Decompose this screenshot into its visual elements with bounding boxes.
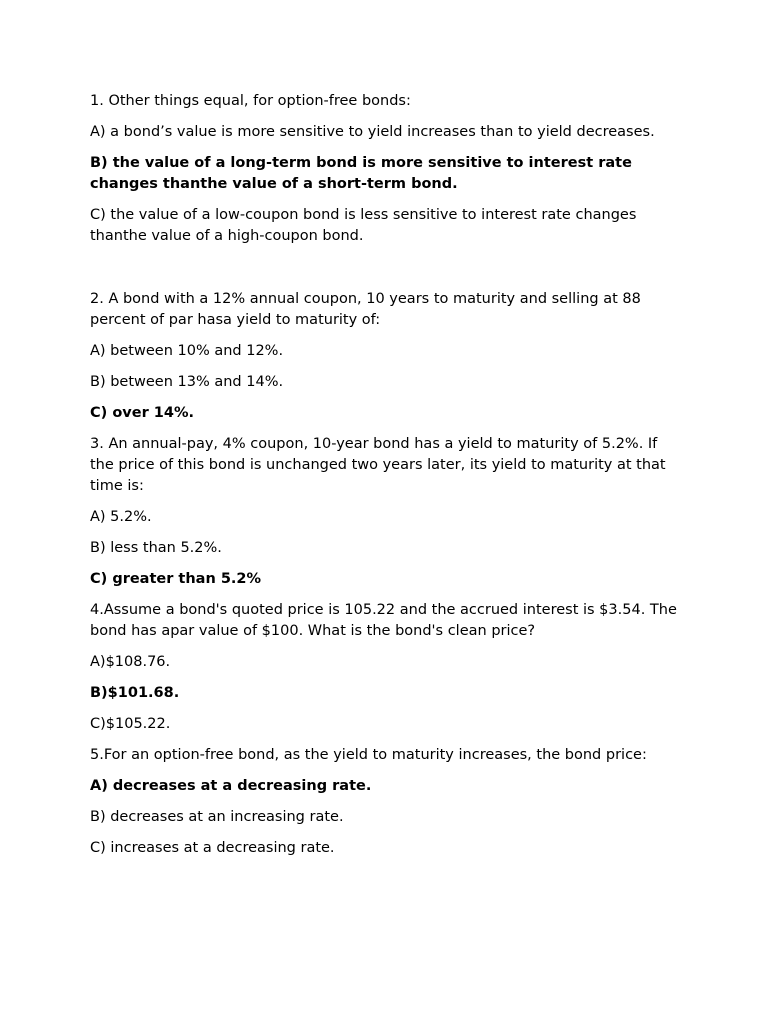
question-5-option-c: C) increases at a decreasing rate. bbox=[90, 840, 335, 856]
question-4-option-a: A)$108.76. bbox=[90, 654, 171, 670]
question-1-option-c: C) the value of a low-coupon bond is less sensitive to interest rate changes thanthe value of a high-coupon bond. bbox=[90, 207, 637, 244]
question-1-option-b-answer: B) the value of a long-term bond is more sensitive to interest rate changes thanthe value of a short-term bond. bbox=[90, 155, 632, 192]
question-5-option-a-answer: A) decreases at a decreasing rate. bbox=[90, 778, 372, 794]
question-3-stem: 3. An annual-pay, 4% coupon, 10-year bond has a yield to maturity of 5.2%. If the price of this bond is unchanged two years later, its yield to maturity at that time is: bbox=[90, 436, 666, 494]
question-5-stem: 5.For an option-free bond, as the yield to maturity increases, the bond price: bbox=[90, 747, 647, 763]
question-3-option-a: A) 5.2%. bbox=[90, 509, 152, 525]
question-4-option-c: C)$105.22. bbox=[90, 716, 171, 732]
question-2-option-b: B) between 13% and 14%. bbox=[90, 374, 284, 390]
question-2-option-a: A) between 10% and 12%. bbox=[90, 343, 284, 359]
document-page bbox=[90, 91, 680, 869]
question-4-option-b-answer: B)$101.68. bbox=[90, 685, 180, 701]
question-3-option-c-answer: C) greater than 5.2% bbox=[90, 571, 262, 587]
question-3-option-b: B) less than 5.2%. bbox=[90, 540, 222, 556]
question-5-option-b: B) decreases at an increasing rate. bbox=[90, 809, 344, 825]
question-4-stem: 4.Assume a bond's quoted price is 105.22 and the accrued interest is $3.54. The bond has apar value of $100. What is the bond's clean price? bbox=[90, 602, 677, 639]
question-2-stem: 2. A bond with a 12% annual coupon, 10 years to maturity and selling at 88 percent of par hasa yield to maturity of: bbox=[90, 291, 641, 328]
question-2-option-c-answer: C) over 14%. bbox=[90, 405, 194, 421]
paragraph-spacer bbox=[90, 257, 680, 289]
question-1-option-a: A) a bond’s value is more sensitive to yield increases than to yield decreases. bbox=[90, 124, 655, 140]
question-1-stem: 1. Other things equal, for option-free bonds: bbox=[90, 93, 411, 109]
